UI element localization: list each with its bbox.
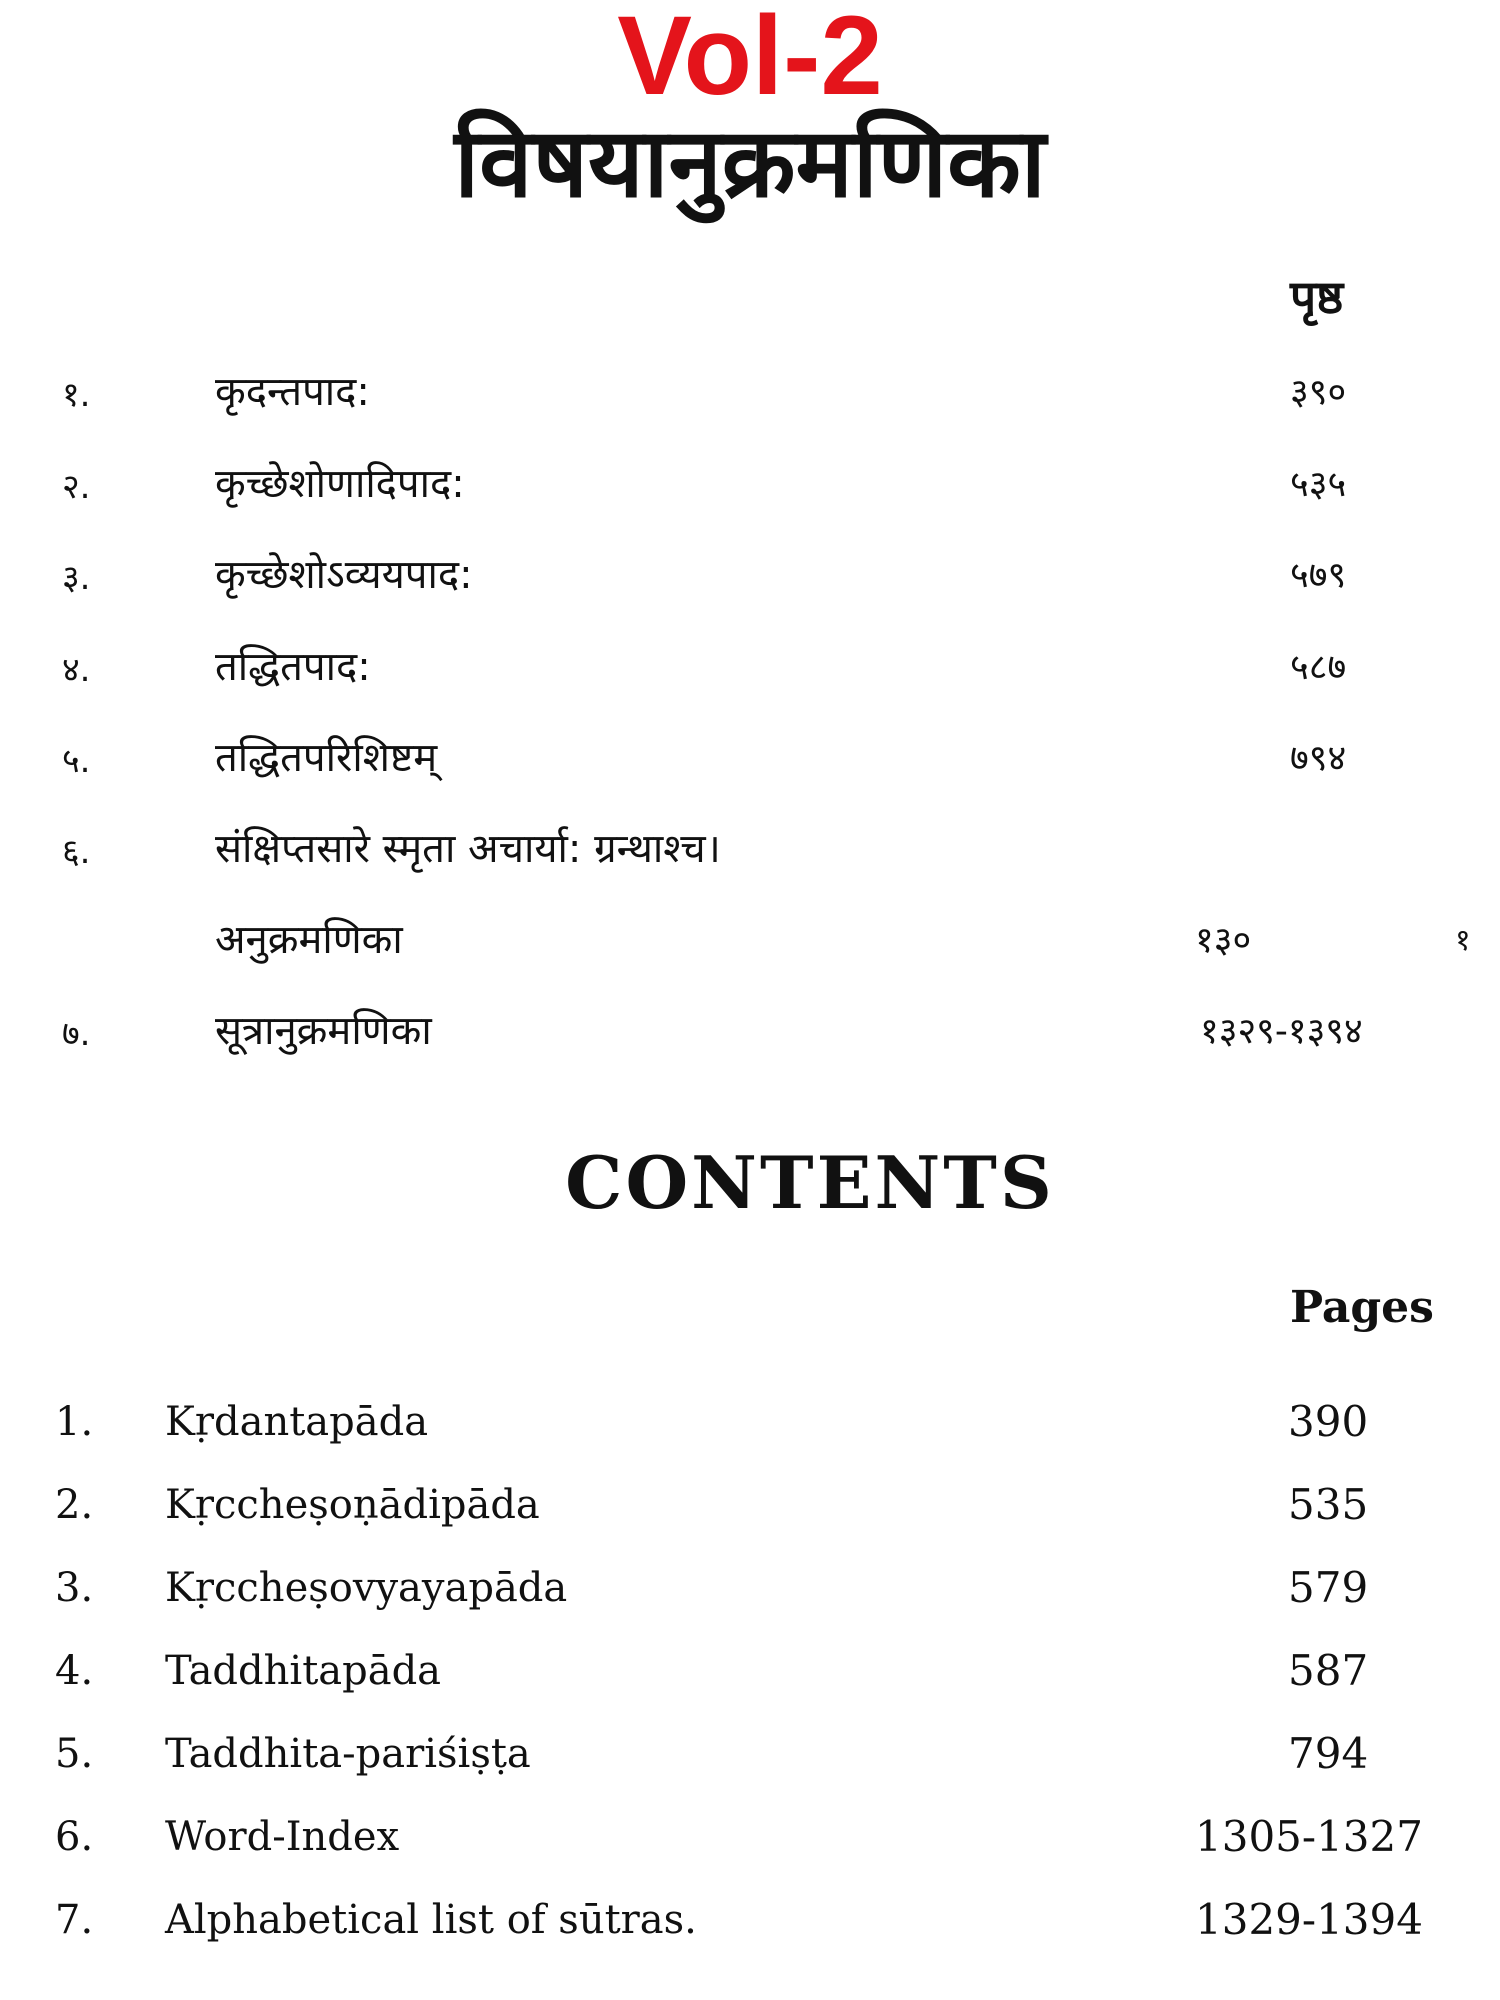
entry-page: १३२९-१३९४ — [1200, 1011, 1363, 1052]
entry-title: कृच्छेशोणादिपाद: — [215, 461, 465, 507]
entry-page: 579 — [1288, 1563, 1369, 1612]
entry-number: 7. — [55, 1897, 94, 1943]
hindi-toc-row — [0, 726, 1500, 786]
entry-page: 1329-1394 — [1195, 1895, 1423, 1944]
english-toc-row — [0, 1810, 1500, 1870]
hindi-toc-row — [0, 635, 1500, 695]
entry-number: ५. — [62, 741, 91, 781]
entry-number: १. — [62, 375, 91, 415]
entry-number: 6. — [55, 1814, 94, 1860]
entry-page: ५३५ — [1290, 464, 1347, 505]
entry-number: 5. — [55, 1731, 94, 1777]
entry-title: संक्षिप्तसारे स्मृता अचार्या: ग्रन्थाश्च। — [215, 826, 721, 872]
entry-title: तद्धितपाद: — [215, 644, 371, 690]
entry-title: Taddhitapāda — [165, 1648, 442, 1694]
hindi-toc-row — [0, 817, 1500, 877]
entry-number: 3. — [55, 1565, 94, 1611]
entry-page: 390 — [1288, 1397, 1369, 1446]
english-toc-row — [0, 1893, 1500, 1953]
entry-page: 1305-1327 — [1195, 1812, 1423, 1861]
hindi-toc-row — [0, 999, 1500, 1059]
entry-page: ५७९ — [1290, 555, 1347, 596]
entry-number: ७. — [62, 1014, 91, 1054]
entry-number: ४. — [62, 650, 91, 690]
entry-number: 2. — [55, 1482, 94, 1528]
entry-page: ३९० — [1290, 372, 1347, 413]
volume-label: Vol-2 — [617, 0, 883, 118]
entry-title: Taddhita-pariśiṣṭa — [165, 1731, 531, 1777]
entry-page: १३० — [1195, 920, 1252, 961]
entry-title: Kṛdantapāda — [165, 1399, 429, 1445]
entry-page: 535 — [1288, 1480, 1369, 1529]
entry-number: २. — [62, 467, 91, 507]
entry-note: १ — [1455, 923, 1471, 958]
hindi-toc-row — [0, 452, 1500, 512]
entry-title: Word-Index — [165, 1814, 400, 1860]
english-toc-row — [0, 1727, 1500, 1787]
english-toc-row — [0, 1561, 1500, 1621]
english-toc-row — [0, 1644, 1500, 1704]
entry-title: Kṛccheṣoṇādipāda — [165, 1482, 540, 1528]
hindi-pages-heading: पृष्ठ — [1290, 270, 1344, 324]
entry-title: तद्धितपरिशिष्टम् — [215, 735, 438, 781]
english-toc-row — [0, 1395, 1500, 1455]
entry-page: 587 — [1288, 1646, 1369, 1695]
entry-page: ५८७ — [1290, 647, 1347, 688]
entry-title: सूत्रानुक्रमणिका — [215, 1008, 432, 1054]
hindi-toc-row — [0, 360, 1500, 420]
entry-title: Kṛccheṣovyayapāda — [165, 1565, 568, 1611]
hindi-toc-row — [0, 908, 1500, 968]
entry-title: कृदन्तपाद: — [215, 369, 370, 415]
entry-number: 1. — [55, 1399, 94, 1445]
entry-title: कृच्छेशोऽव्ययपाद: — [215, 552, 473, 598]
entry-number: ३. — [62, 558, 91, 598]
hindi-toc-row — [0, 543, 1500, 603]
entry-page: 794 — [1288, 1729, 1369, 1778]
contents-title: CONTENTS — [565, 1140, 1055, 1225]
entry-page: ७९४ — [1290, 738, 1347, 779]
entry-title: Alphabetical list of sūtras. — [165, 1897, 697, 1943]
entry-title: अनुक्रमणिका — [215, 917, 403, 963]
english-toc-row — [0, 1478, 1500, 1538]
english-pages-heading: Pages — [1290, 1282, 1434, 1333]
entry-number: ६. — [62, 832, 91, 872]
hindi-index-title: विषयानुक्रमणिका — [454, 107, 1046, 219]
entry-number: 4. — [55, 1648, 94, 1694]
